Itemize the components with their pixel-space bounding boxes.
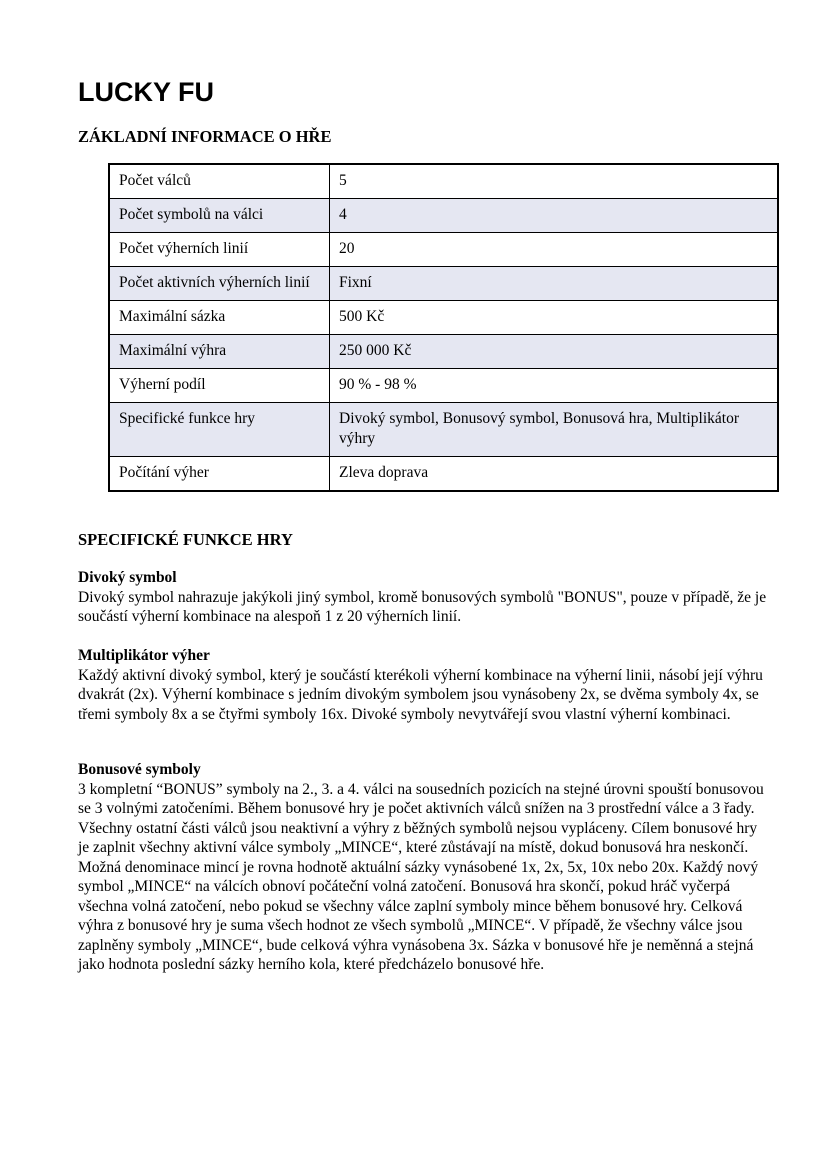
row-value: 500 Kč [330,301,779,335]
table-row [109,457,778,492]
row-value: 4 [330,199,779,233]
table-row [109,233,778,267]
row-label: Specifické funkce hry [109,403,330,457]
row-label: Maximální sázka [109,301,330,335]
wild-symbol-text: Divoký symbol nahrazuje jakýkoli jiný symbol, kromě bonusových symbolů "BONUS", pouze v případě, že je součástí výherní kombinace na alespoň 1 z 20 výherních linií. [78,588,767,625]
page-title: LUCKY FU [78,77,215,107]
wild-symbol-section [78,568,772,627]
bonus-symbols-section [78,760,772,975]
row-label: Výherní podíl [109,369,330,403]
wild-symbol-heading: Divoký symbol [78,569,177,586]
row-value: Zleva doprava [330,457,779,492]
row-value: 5 [330,164,779,199]
bonus-symbols-text: 3 kompletní “BONUS” symboly na 2., 3. a 4. válci na sousedních pozicích na stejné úrovni spouští bonusovou se 3 volnými zatočeními. Během bonusové hry je počet aktivních válců snížen na 3 prostřední válce a 3 řady. Všechny ostatní části válců jsou neaktivní a výhry z běžných symbolů nejsou vypláceny. Cílem bonusové hry je zaplnit všechny aktivní válce symboly „MINCE“, které zůstávají na místě, dokud bonusová hra neskončí. Možná denominace mincí je rovna hodnotě aktuální sázky vynásobené 1x, 2x, 5x, 10x nebo 20x. Každý nový symbol „MINCE“ na válcích obnoví počáteční volná zatočení. Bonusová hra skončí, pokud hráč vyčerpá všechna volná zatočení, nebo pokud se všechny válce zaplní symboly mince během bonusové hry. Celková výhra z bonusové hry je suma všech hodnot ze všech symbolů „MINCE“. V případě, že všechny válce jsou zaplněny symboly „MINCE“, bude celková výhra vynásobena 3x. Sázka v bonusové hře je neměnná a stejná jako hodnota poslední sázky herního kola, které předcházelo bonusové hře. [78,780,764,973]
row-value: Divoký symbol, Bonusový symbol, Bonusová hra, Multiplikátor výhry [330,403,779,457]
win-multiplier-text: Každý aktivní divoký symbol, který je součástí kterékoli výherní kombinace na výherní linii, násobí její výhru dvakrát (2x). Výherní kombinace s jedním divokým symbolem jsou vynásobeny 2x, se dvěma symboly 4x, se třemi symboly 8x a se čtyřmi symboly 16x. Divoké symboly nevytvářejí svou vlastní výherní kombinaci. [78,666,763,723]
row-label: Počet válců [109,164,330,199]
table-row [109,267,778,301]
basic-info-table [108,163,779,492]
bonus-symbols-heading: Bonusové symboly [78,761,201,778]
win-multiplier-section [78,646,772,724]
table-row [109,199,778,233]
row-label: Počet symbolů na válci [109,199,330,233]
row-value: 90 % - 98 % [330,369,779,403]
specific-functions-heading: SPECIFICKÉ FUNKCE HRY [78,530,293,549]
row-value: 250 000 Kč [330,335,779,369]
row-value: 20 [330,233,779,267]
row-label: Maximální výhra [109,335,330,369]
table-row [109,403,778,457]
basic-info-heading: ZÁKLADNÍ INFORMACE O HŘE [78,127,332,146]
table-row [109,369,778,403]
win-multiplier-heading: Multiplikátor výher [78,647,210,664]
table-row [109,164,778,199]
row-label: Počítání výher [109,457,330,492]
row-label: Počet aktivních výherních linií [109,267,330,301]
table-row [109,335,778,369]
row-label: Počet výherních linií [109,233,330,267]
table-row [109,301,778,335]
row-value: Fixní [330,267,779,301]
